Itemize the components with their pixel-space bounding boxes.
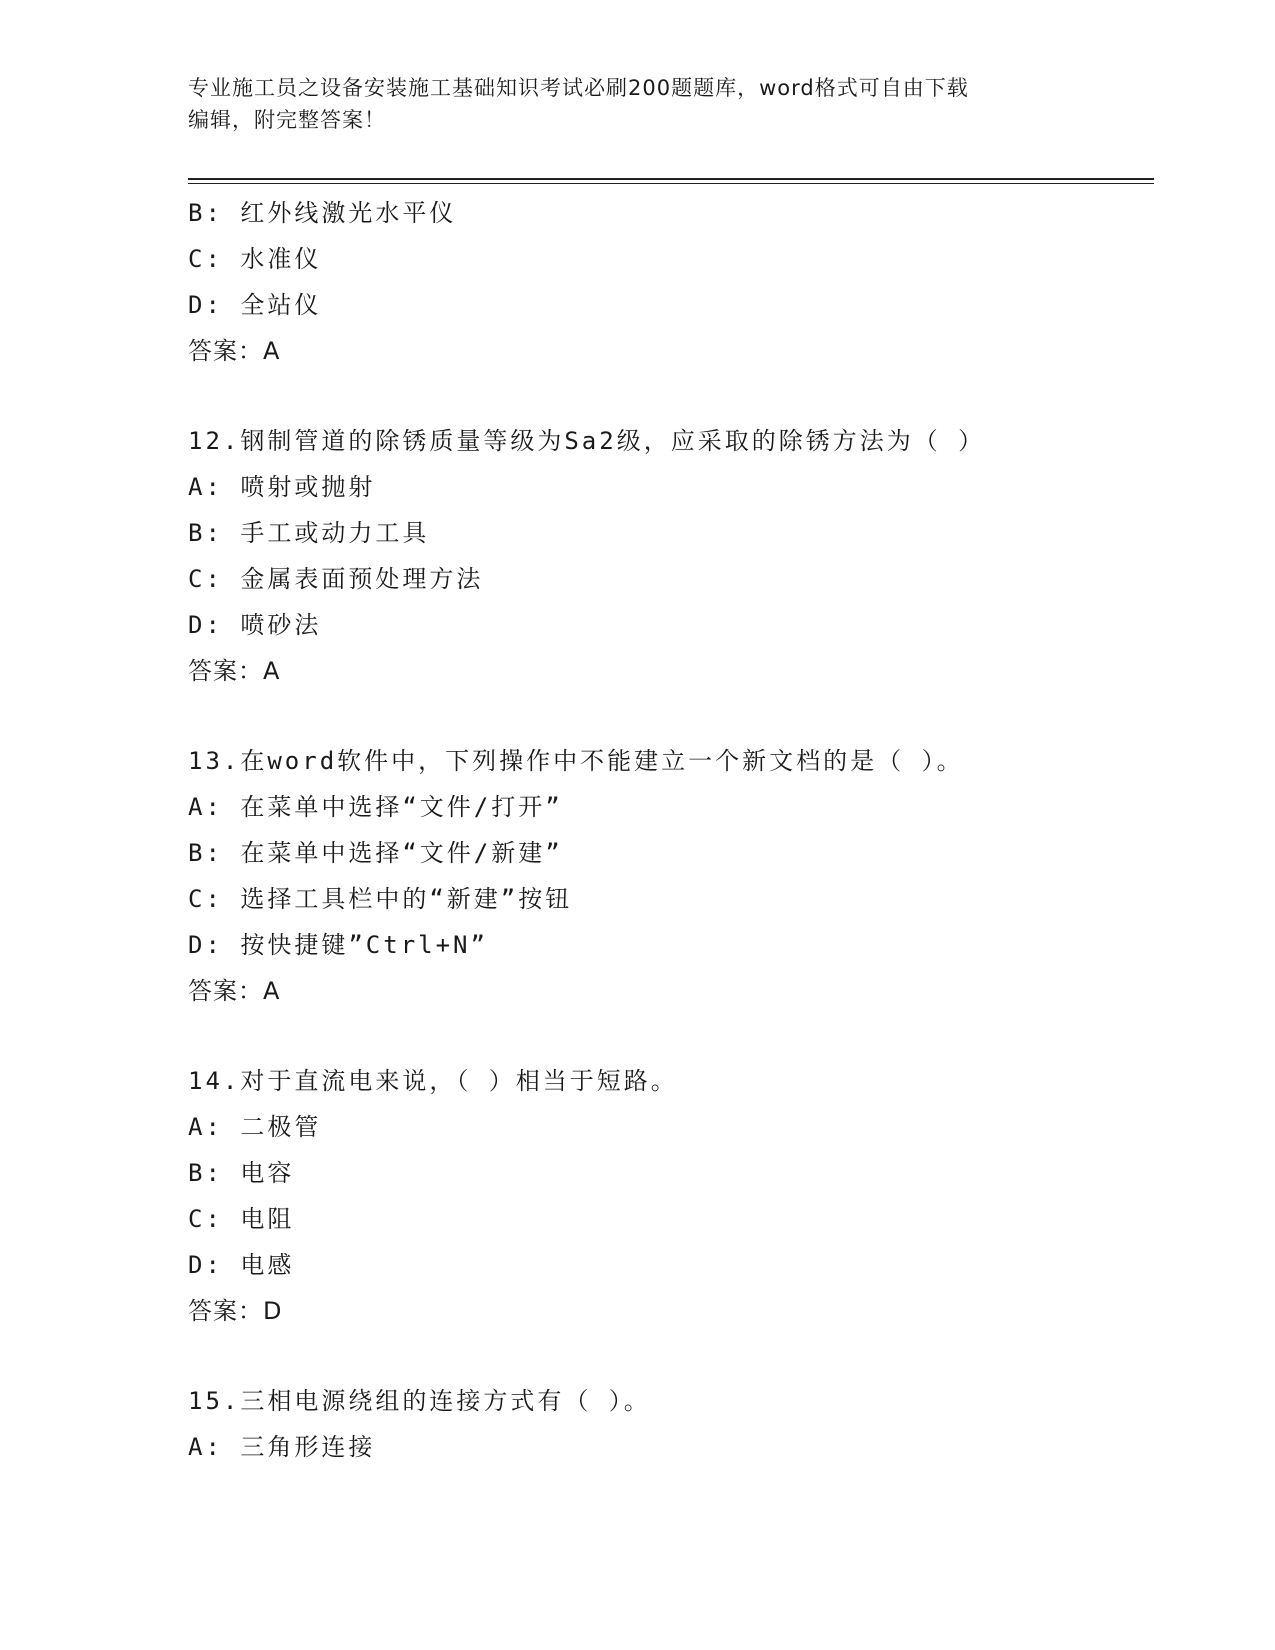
- option-c: C: 选择工具栏中的“新建”按钮: [188, 885, 573, 913]
- option-a: A: 三角形连接: [188, 1433, 376, 1461]
- answer-line: 答案：D: [188, 1297, 283, 1325]
- header-divider-thick: [188, 178, 1154, 180]
- option-b: B: 手工或动力工具: [188, 519, 430, 547]
- header-line-2: 编辑，附完整答案！: [188, 108, 386, 132]
- question-12: 12.钢制管道的除锈质量等级为Sa2级，应采取的除锈方法为（ ）: [188, 427, 986, 455]
- answer-line: 答案：A: [188, 337, 281, 365]
- answer-line: 答案：A: [188, 977, 281, 1005]
- question-13: 13.在word软件中，下列操作中不能建立一个新文档的是（ ）。: [188, 747, 964, 775]
- option-a: A: 在菜单中选择“文件/打开”: [188, 793, 563, 821]
- option-a: A: 二极管: [188, 1113, 322, 1141]
- option-a: A: 喷射或抛射: [188, 473, 376, 501]
- answer-line: 答案：A: [188, 657, 281, 685]
- option-c: C: 电阻: [188, 1205, 295, 1233]
- document-header: [188, 72, 1088, 136]
- option-b: B: 红外线激光水平仪: [188, 199, 457, 227]
- option-d: D: 喷砂法: [188, 611, 322, 639]
- option-d: D: 全站仪: [188, 291, 322, 319]
- header-line-1: 专业施工员之设备安装施工基础知识考试必刷200题题库，word格式可自由下载: [188, 76, 969, 100]
- option-d: D: 按快捷键”Ctrl+N”: [188, 931, 488, 959]
- option-b: B: 在菜单中选择“文件/新建”: [188, 839, 563, 867]
- header-divider-thin: [188, 183, 1154, 184]
- question-list: [188, 190, 1154, 1470]
- option-c: C: 金属表面预处理方法: [188, 565, 484, 593]
- question-15: 15.三相电源绕组的连接方式有（ ）。: [188, 1387, 651, 1415]
- option-c: C: 水准仪: [188, 245, 322, 273]
- question-14: 14.对于直流电来说，（ ）相当于短路。: [188, 1067, 678, 1095]
- option-d: D: 电感: [188, 1251, 295, 1279]
- option-b: B: 电容: [188, 1159, 295, 1187]
